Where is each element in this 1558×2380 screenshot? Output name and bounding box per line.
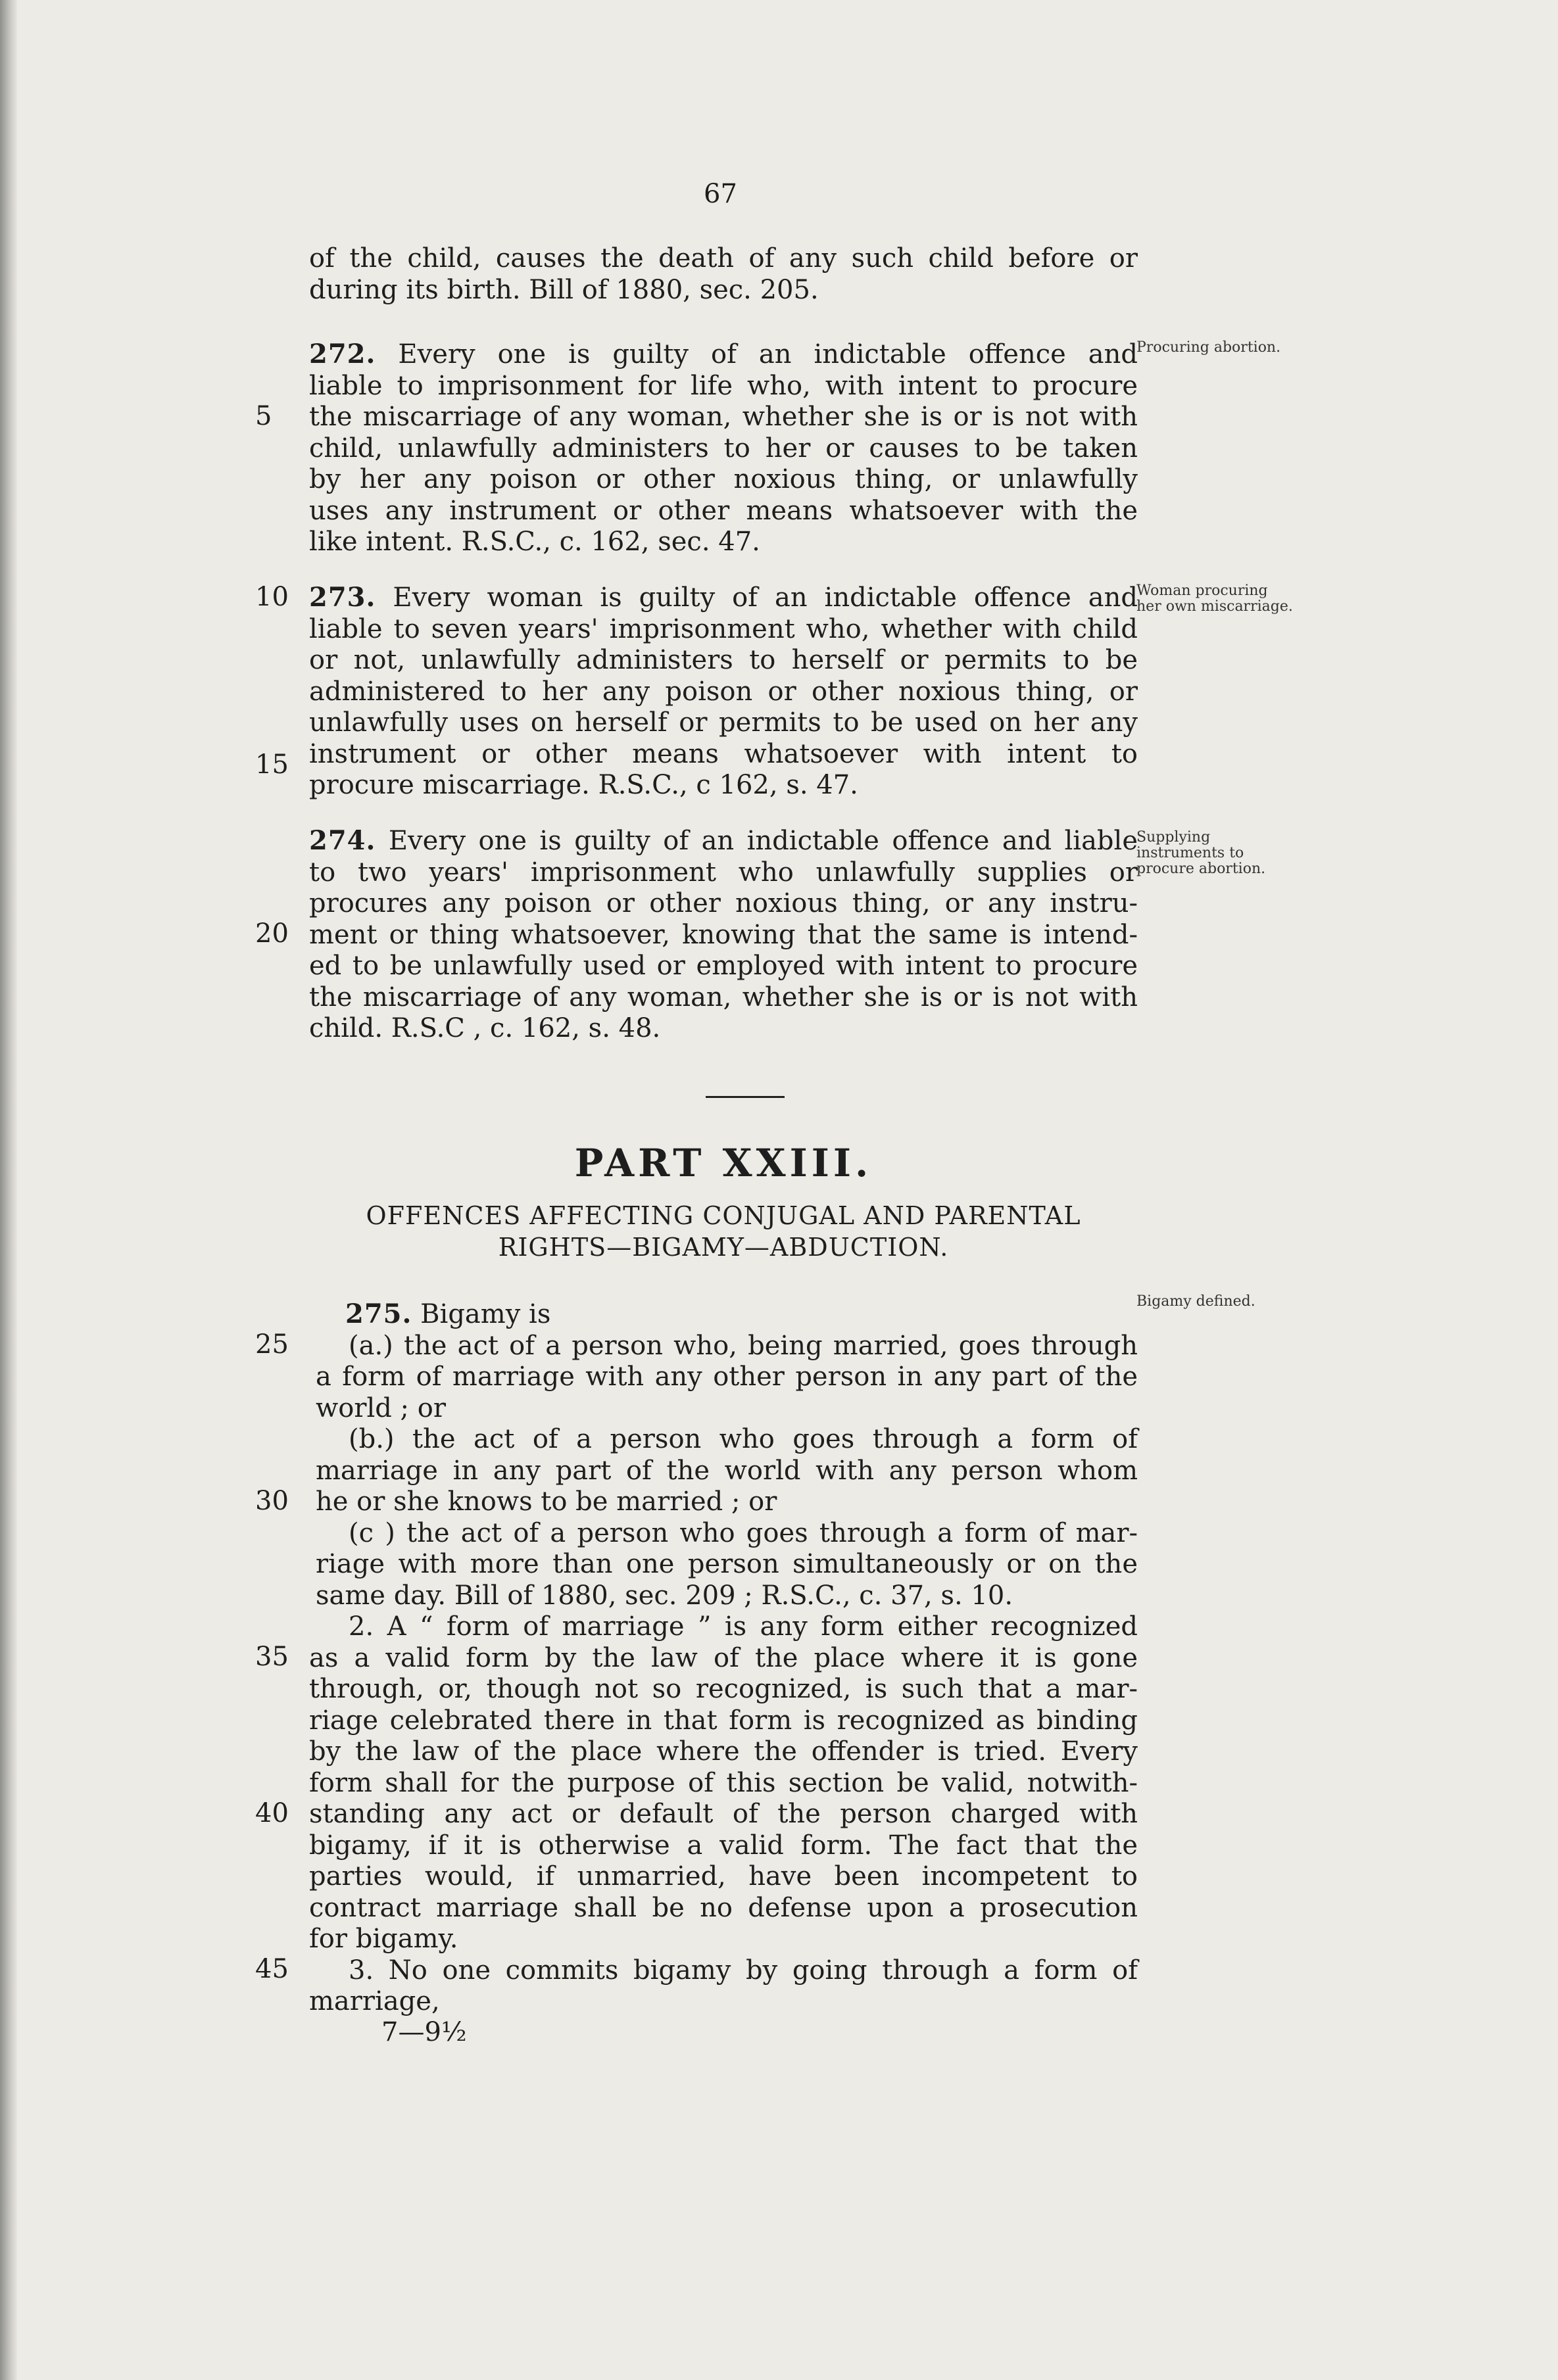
page-number: 67 [704, 179, 737, 209]
text-line: standing any act or default of the person charged with [309, 1799, 1138, 1829]
subtitle-line: RIGHTS—BIGAMY—ABDUCTION. [498, 1233, 949, 1262]
text-line: the miscarriage of any woman, whether she is or is not with [309, 982, 1138, 1012]
text-line: liable to seven years' imprisonment who, whether with child [309, 613, 1138, 644]
part-subtitle [309, 1200, 1138, 1263]
line-number: 25 [255, 1329, 289, 1360]
section-273 [309, 582, 1138, 801]
text-line: same day. Bill of 1880, sec. 209 ; R.S.C., c. 37, s. 10. [316, 1580, 1013, 1611]
text-line: procures any poison or other noxious thing, or any instru- [309, 888, 1138, 918]
line-number: 15 [255, 750, 289, 780]
text-line: child, unlawfully administers to her or causes to be taken [309, 433, 1138, 464]
margin-note-bigamy-defined: Bigamy defined. [1136, 1293, 1255, 1310]
line-number: 30 [255, 1486, 289, 1516]
text-line: parties would, if unmarried, have been incompetent to [309, 1861, 1138, 1892]
margin-note-procuring-abortion: Procuring abortion. [1136, 339, 1281, 356]
text-line: bigamy, if it is otherwise a valid form. The fact that the [309, 1830, 1138, 1861]
text-line: procure miscarriage. R.S.C., c 162, s. 47. [309, 770, 858, 800]
text-line: ed to be unlawfully used or employed with intent to procure [309, 951, 1138, 981]
text-line: riage celebrated there in that form is recognized as binding [309, 1705, 1138, 1736]
section-272 [309, 339, 1138, 558]
text-line: or not, unlawfully administers to herself or permits to be [309, 645, 1138, 675]
text-line: for bigamy. [309, 1924, 458, 1954]
printer-signature: 7—9½ [381, 2017, 467, 2047]
text-line: child. R.S.C , c. 162, s. 48. [309, 1013, 661, 1043]
text-line: marriage, [309, 1986, 440, 2016]
text-line: administered to her any poison or other noxious thing, or [309, 676, 1138, 707]
section-number: 274. [309, 825, 376, 856]
section-divider [706, 1096, 785, 1098]
text-line [309, 825, 1138, 857]
text-line: (b.) the act of a person who goes through a form of [349, 1424, 1138, 1454]
text-line: the miscarriage of any woman, whether she is or is not with [309, 402, 1138, 432]
text-run: Bigamy is [420, 1299, 551, 1329]
line-number: 35 [255, 1642, 289, 1672]
section-number: 273. [309, 582, 376, 613]
part-title: PART XXIII. [574, 1141, 873, 1185]
text-line: riage with more than one person simultaneously or on the [316, 1549, 1138, 1579]
text-line: (c ) the act of a person who goes through a form of mar- [349, 1517, 1138, 1548]
text-line: instrument or other means whatsoever with intent to [309, 738, 1138, 769]
line-number: 45 [255, 1954, 289, 1984]
text-line: marriage in any part of the world with any person whom [316, 1455, 1138, 1486]
text-line: (a.) the act of a person who, being married, goes through [349, 1330, 1138, 1361]
margin-note-woman-procuring-miscarriage: Woman procuring her own miscarriage. [1136, 583, 1293, 615]
text-line: by her any poison or other noxious thing, or unlawfully [309, 464, 1138, 494]
text-line: to two years' imprisonment who unlawfully supplies or [309, 857, 1138, 888]
text-line: ment or thing whatsoever, knowing that the same is intend- [309, 919, 1138, 950]
text-line: unlawfully uses on herself or permits to be used on her any [309, 707, 1138, 738]
text-run: Every woman is guilty of an indictable offence and [393, 583, 1138, 613]
line-number: 10 [255, 582, 289, 612]
text-line: liable to imprisonment for life who, with intent to procure [309, 370, 1138, 401]
text-line: 3. No one commits bigamy by going through a form of [349, 1955, 1138, 1986]
margin-note-supplying-instruments: Supplying instruments to procure abortion. [1136, 829, 1266, 877]
text-line: contract marriage shall be no defense upon a prosecution [309, 1892, 1138, 1923]
section-number: 275. [345, 1298, 412, 1329]
section-275 [309, 1298, 1138, 2018]
line-number: 20 [255, 918, 289, 949]
section-number: 272. [309, 339, 376, 369]
text-line [309, 1298, 1138, 1331]
text-line: he or she knows to be married ; or [316, 1487, 777, 1517]
text-line: during its birth. Bill of 1880, sec. 205. [309, 274, 819, 305]
text-line [309, 582, 1138, 614]
line-number: 40 [255, 1798, 289, 1828]
section-274 [309, 825, 1138, 1045]
text-line: world ; or [316, 1392, 446, 1423]
text-run: Every one is guilty of an indictable offence and [398, 339, 1138, 369]
continuation-paragraph [309, 243, 1138, 306]
text-run: Every one is guilty of an indictable offence and liable [388, 826, 1138, 856]
text-line: a form of marriage with any other person in any part of the [316, 1362, 1138, 1392]
text-line: through, or, though not so recognized, is such that a mar- [309, 1674, 1138, 1704]
text-line: of the child, causes the death of any such child before or [309, 243, 1138, 274]
text-line: by the law of the place where the offender is tried. Every [309, 1736, 1138, 1767]
subtitle-line: OFFENCES AFFECTING CONJUGAL AND PARENTAL [366, 1201, 1081, 1230]
line-number: 5 [255, 401, 272, 431]
text-line: as a valid form by the law of the place where it is gone [309, 1642, 1138, 1673]
text-line: uses any instrument or other means whatsoever with the [309, 495, 1138, 526]
text-line: 2. A “ form of marriage ” is any form either recognized [349, 1611, 1138, 1642]
text-line: like intent. R.S.C., c. 162, sec. 47. [309, 527, 760, 557]
text-line: form shall for the purpose of this section be valid, notwith- [309, 1767, 1138, 1798]
text-line [309, 339, 1138, 371]
